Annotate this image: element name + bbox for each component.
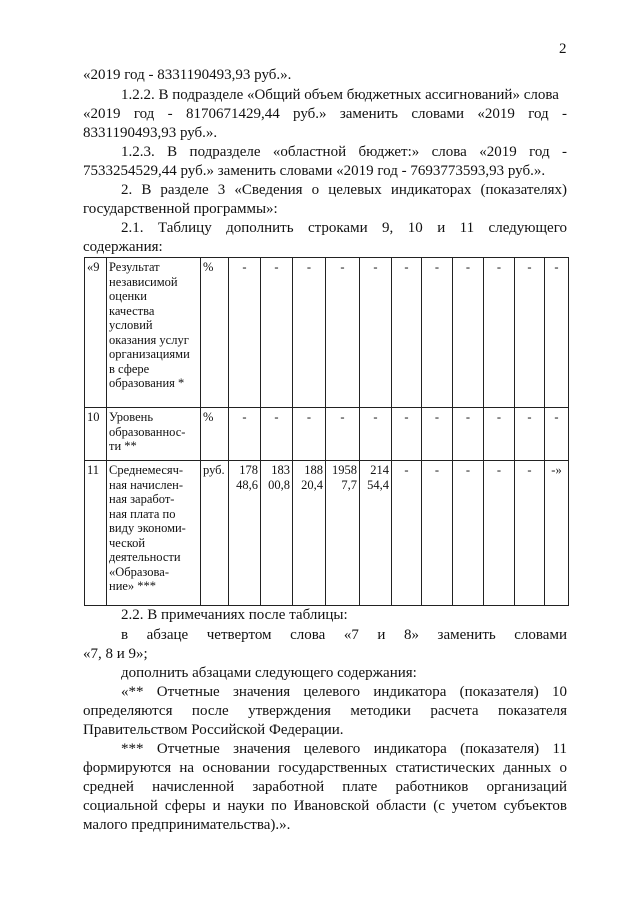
value-cell: - (360, 258, 392, 408)
value-cell: - (515, 461, 545, 606)
unit-cell: % (201, 408, 229, 461)
value-cell: - (229, 258, 261, 408)
value-cell: - (484, 461, 515, 606)
value-cell: - (293, 258, 326, 408)
paragraph-line: содержания: (83, 239, 163, 255)
paragraph-line: формируются на основании государственных статистических данных о (83, 760, 567, 776)
row-number: 10 (85, 408, 107, 461)
unit-cell: % (201, 258, 229, 408)
value-cell: 178 48,6 (229, 461, 261, 606)
paragraph-line: 2.1. Таблицу дополнить строками 9, 10 и 11 следующего (121, 220, 567, 236)
value-cell: - (484, 258, 515, 408)
paragraph-line: 1.2.3. В подразделе «областной бюджет:» слова «2019 год - (121, 144, 567, 160)
value-cell: - (545, 408, 569, 461)
paragraph-line: социальной сферы и науки по Ивановской области (с учетом субъектов (83, 798, 567, 814)
row-number: 11 (85, 461, 107, 606)
indicator-name: Среднемесяч- ная начислен- ная заработ- ная плата по виду экономи- ческой деятельности «Образова- ние» *** (107, 461, 201, 606)
value-cell: - (392, 408, 422, 461)
table-row (85, 408, 569, 461)
page-number: 2 (559, 41, 567, 57)
row-number: «9 (85, 258, 107, 408)
value-cell: - (484, 408, 515, 461)
paragraph-line: в абзаце четвертом слова «7 и 8» заменить словами (121, 627, 567, 643)
value-cell: - (261, 258, 293, 408)
paragraph-line: «** Отчетные значения целевого индикатора (показателя) 10 (121, 684, 567, 700)
value-cell: - (545, 258, 569, 408)
value-cell: -» (545, 461, 569, 606)
value-cell: - (326, 408, 360, 461)
unit-cell: руб. (201, 461, 229, 606)
paragraph-line: «2019 год - 8331190493,93 руб.». (83, 67, 292, 83)
value-cell: - (422, 258, 453, 408)
paragraph-line: 2. В разделе 3 «Сведения о целевых индикаторах (показателях) (121, 182, 567, 198)
value-cell: - (261, 408, 293, 461)
value-cell: 183 00,8 (261, 461, 293, 606)
paragraph-line: «2019 год - 8170671429,44 руб.» заменить словами «2019 год - (83, 106, 567, 122)
paragraph-line: средней начисленной заработной плате работников организаций (83, 779, 567, 795)
value-cell: - (392, 461, 422, 606)
value-cell: - (515, 258, 545, 408)
paragraph-line: малого предпринимательства).». (83, 817, 291, 833)
value-cell: 188 20,4 (293, 461, 326, 606)
value-cell: - (515, 408, 545, 461)
paragraph-line: *** Отчетные значения целевого индикатора (показателя) 11 (121, 741, 567, 757)
paragraph-line: дополнить абзацами следующего содержания: (121, 665, 417, 681)
indicator-name: Уровень образованнос- ти ** (107, 408, 201, 461)
value-cell: - (453, 408, 484, 461)
paragraph-line: 2.2. В примечаниях после таблицы: (121, 607, 348, 623)
value-cell: - (453, 461, 484, 606)
value-cell: - (422, 461, 453, 606)
paragraph-line: Правительством Российской Федерации. (83, 722, 344, 738)
indicator-name: Результат независимой оценки качества условий оказания услуг организациями в сфере образования * (107, 258, 201, 408)
value-cell: - (453, 258, 484, 408)
value-cell: - (293, 408, 326, 461)
paragraph-line: «7, 8 и 9»; (83, 646, 148, 662)
value-cell: 214 54,4 (360, 461, 392, 606)
paragraph-line: 8331190493,93 руб.». (83, 125, 218, 141)
table-row (85, 258, 569, 408)
paragraph-line: 1.2.2. В подразделе «Общий объем бюджетных ассигнований» слова (121, 87, 559, 103)
table-row (85, 461, 569, 606)
value-cell: - (392, 258, 422, 408)
value-cell: 1958 7,7 (326, 461, 360, 606)
value-cell: - (360, 408, 392, 461)
value-cell: - (326, 258, 360, 408)
value-cell: - (229, 408, 261, 461)
indicators-table (84, 257, 569, 606)
value-cell: - (422, 408, 453, 461)
paragraph-line: 7533254529,44 руб.» заменить словами «2019 год - 7693773593,93 руб.». (83, 163, 546, 179)
paragraph-line: определяются после утверждения методики расчета показателя (83, 703, 567, 719)
paragraph-line: государственной программы»: (83, 201, 278, 217)
